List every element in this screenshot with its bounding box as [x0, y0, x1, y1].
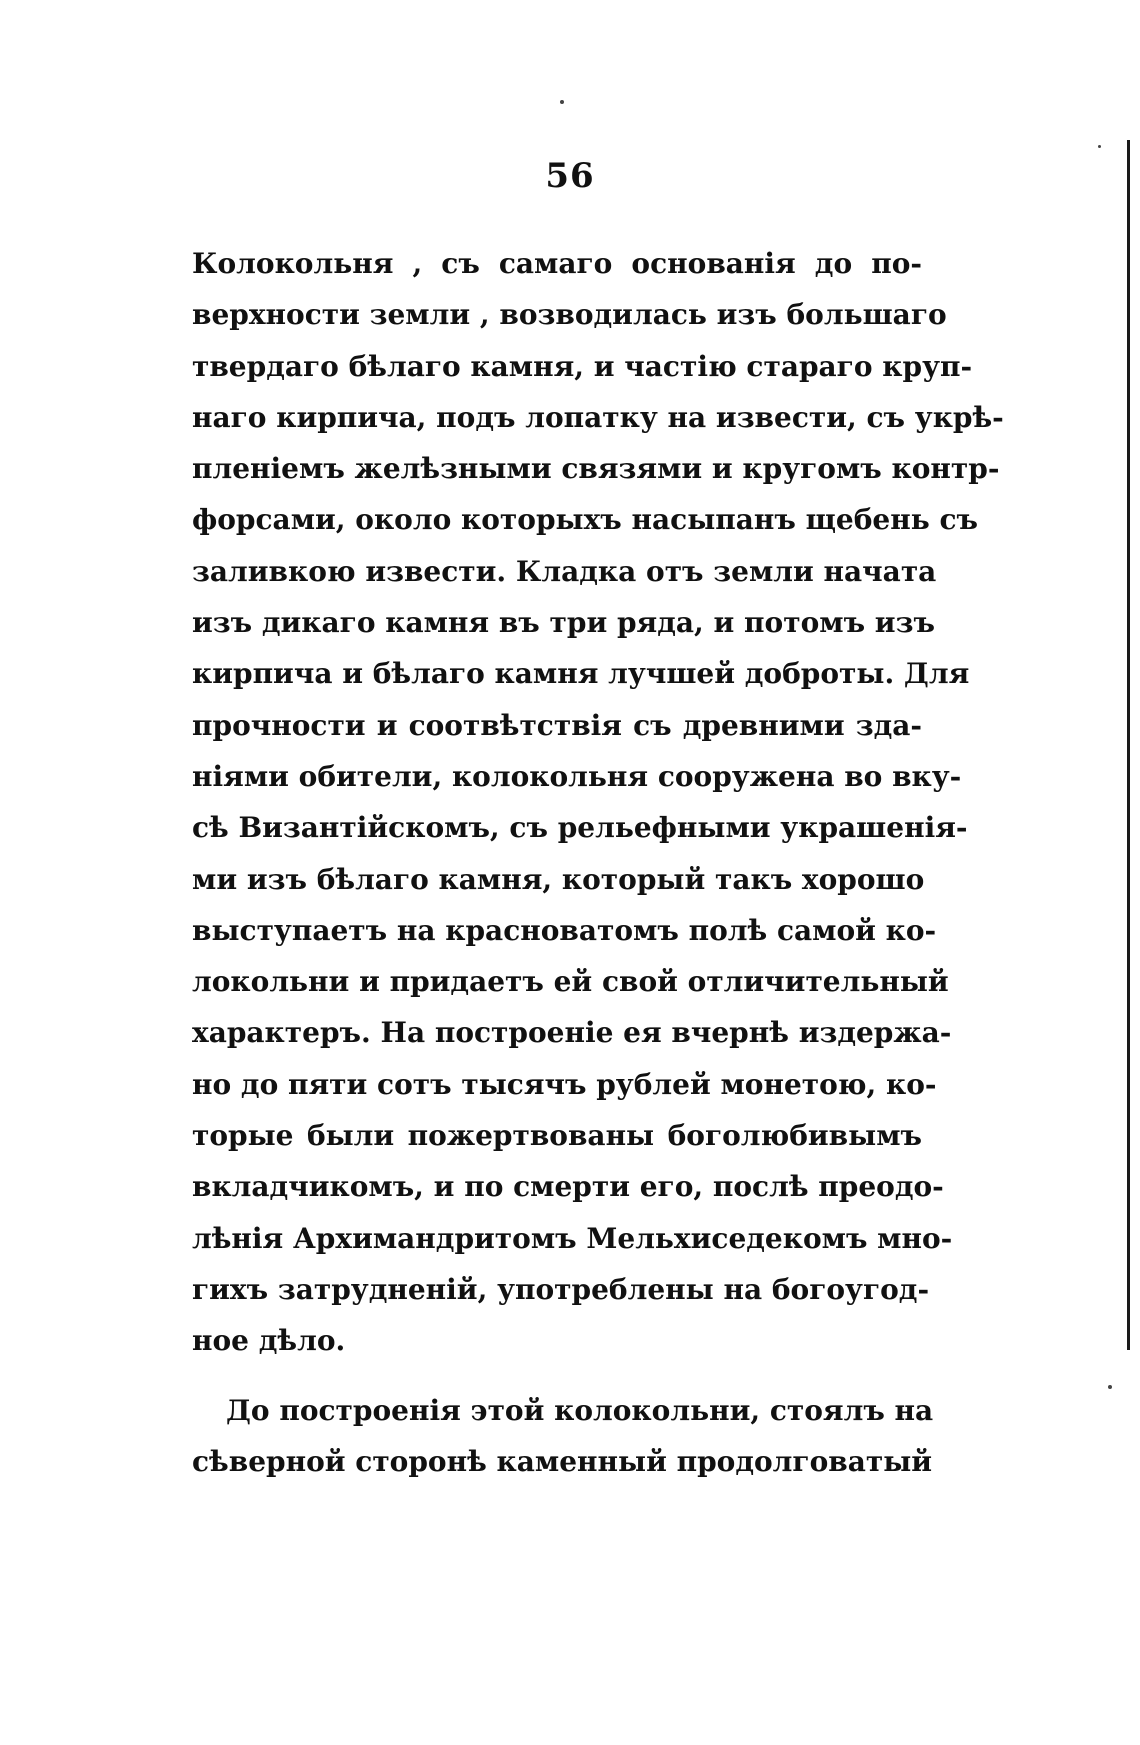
text-line: лѣнія Архимандритомъ Мельхиседекомъ мно-	[192, 1221, 953, 1255]
paragraph	[192, 238, 1004, 1367]
print-speck	[1108, 1385, 1112, 1389]
text-line: вкладчикомъ, и по смерти его, послѣ преодо-	[192, 1170, 944, 1204]
page-edge-shadow	[1127, 140, 1130, 1350]
text-line: наго кирпича, подъ лопатку на извести, съ укрѣ-	[192, 400, 1004, 434]
text-line: верхности земли , возводилась изъ большаго	[192, 298, 947, 332]
text-line: но до пяти сотъ тысячъ рублей монетою, ко-	[192, 1067, 937, 1101]
text-line: заливкою извести. Кладка отъ земли начата	[192, 554, 937, 588]
text-line: локольни и придаетъ ей свой отличительный	[192, 965, 949, 999]
text-line: изъ дикаго камня въ три ряда, и потомъ изъ	[192, 606, 935, 640]
text-line: гихъ затрудненій, употреблены на богоугод-	[192, 1272, 930, 1306]
text-line: Колокольня , съ самаго основанія до по-	[192, 247, 922, 280]
text-line: прочности и соотвѣтствія съ древними зда-	[192, 708, 922, 742]
text-line: торые были пожертвованы боголюбивымъ	[192, 1119, 922, 1153]
text-line: ное дѣло.	[192, 1324, 346, 1358]
text-line: характеръ. На построеніе ея вчернѣ издержа-	[192, 1016, 952, 1050]
text-line: ніями обители, колокольня сооружена во вку-	[192, 759, 962, 793]
text-line: кирпича и бѣлаго камня лучшей доброты. Для	[192, 657, 970, 691]
text-line: форсами, около которыхъ насыпанъ щебень съ	[192, 503, 978, 537]
text-line: ми изъ бѣлаго камня, который такъ хорошо	[192, 862, 925, 896]
page-number: 56	[545, 156, 595, 196]
paragraph	[192, 1385, 934, 1488]
text-line: сѣверной сторонѣ каменный продолговатый	[192, 1444, 933, 1478]
text-line: сѣ Византійскомъ, съ рельефными украшенія-	[192, 811, 968, 845]
paragraph-gap	[192, 1367, 922, 1385]
text-line: твердаго бѣлаго камня, и частію стараго круп-	[192, 349, 973, 383]
text-line: выступаетъ на красноватомъ полѣ самой ко-	[192, 913, 937, 947]
body-text	[192, 238, 1004, 1487]
text-line: пленіемъ желѣзными связями и кругомъ контр-	[192, 452, 1000, 486]
print-speck	[1098, 145, 1101, 148]
text-line: До построенія этой колокольни, стоялъ на	[226, 1393, 934, 1427]
print-speck	[560, 100, 564, 104]
